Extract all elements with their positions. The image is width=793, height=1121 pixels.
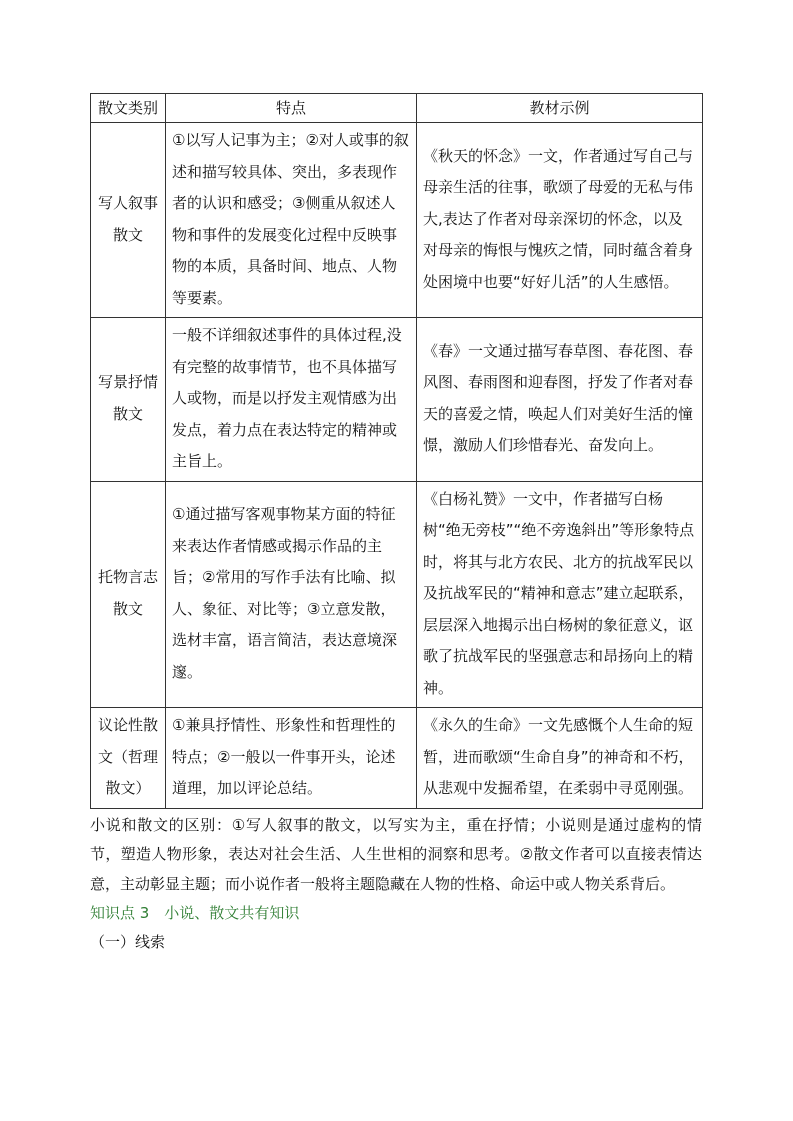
subsection-heading: （一）线索 — [90, 933, 166, 951]
row-features: 一般不详细叙述事件的具体过程,没有完整的故事情节，也不具体描写人或物，而是以抒发主观情感为出发点，着力点在表达特定的精神或主旨上。 — [166, 318, 417, 482]
row-category: 写景抒情散文 — [91, 318, 166, 482]
row-example: 《春》一文通过描写春草图、春花图、春风图、春雨图和迎春图，抒发了作者对春天的喜爱之情，唤起人们对美好生活的憧憬，激励人们珍惜春光、奋发向上。 — [417, 318, 703, 482]
row-category: 托物言志散文 — [91, 481, 166, 708]
row-example: 《秋天的怀念》一文，作者通过写自己与母亲生活的往事，歌颂了母爱的无私与伟大,表达了作者对母亲深切的怀念，以及对母亲的悔恨与愧疚之情，同时蕴含着身处困境中也要“好好儿活”的人生感悟。 — [417, 123, 703, 318]
table-header-row — [91, 94, 703, 123]
row-category: 议论性散文（哲理散文） — [91, 708, 166, 809]
table-row — [91, 318, 703, 482]
header-features: 特点 — [166, 94, 417, 123]
essay-type-table — [90, 93, 703, 809]
table-row — [91, 708, 703, 809]
page-content — [90, 93, 702, 957]
table-row — [91, 481, 703, 708]
row-features: ①通过描写客观事物某方面的特征来表达作者情感或揭示作品的主旨；②常用的写作手法有比喻、拟人、象征、对比等；③立意发散，选材丰富，语言简洁，表达意境深邃。 — [166, 481, 417, 708]
header-example: 教材示例 — [417, 94, 703, 123]
row-category: 写人叙事散文 — [91, 123, 166, 318]
section-heading: 知识点 3 小说、散文共有知识 — [90, 904, 300, 922]
header-category: 散文类别 — [91, 94, 166, 123]
row-example: 《白杨礼赞》一文中，作者描写白杨树“绝无旁枝”“绝不旁逸斜出”等形象特点时，将其与北方农民、北方的抗战军民以及抗战军民的“精神和意志”建立起联系，层层深入地揭示出白杨树的象征意义，讴歌了抗战军民的坚强意志和昂扬向上的精神。 — [417, 481, 703, 708]
row-features: ①兼具抒情性、形象性和哲理性的特点；②一般以一件事开头，论述道理，加以评论总结。 — [166, 708, 417, 809]
novel-essay-difference-paragraph: 小说和散文的区别：①写人叙事的散文，以写实为主，重在抒情；小说则是通过虚构的情节，塑造人物形象，表达对社会生活、人生世相的洞察和思考。②散文作者可以直接表情达意，主动彰显主题；而小说作者一般将主题隐藏在人物的性格、命运中或人物关系背后。 — [90, 815, 702, 893]
table-row — [91, 123, 703, 318]
row-example: 《永久的生命》一文先感慨个人生命的短暂，进而歌颂“生命自身”的神奇和不朽，从悲观中发掘希望，在柔弱中寻觅刚强。 — [417, 708, 703, 809]
row-features: ①以写人记事为主；②对人或事的叙述和描写较具体、突出，多表现作者的认识和感受；③侧重从叙述人物和事件的发展变化过程中反映事物的本质，具备时间、地点、人物等要素。 — [166, 123, 417, 318]
